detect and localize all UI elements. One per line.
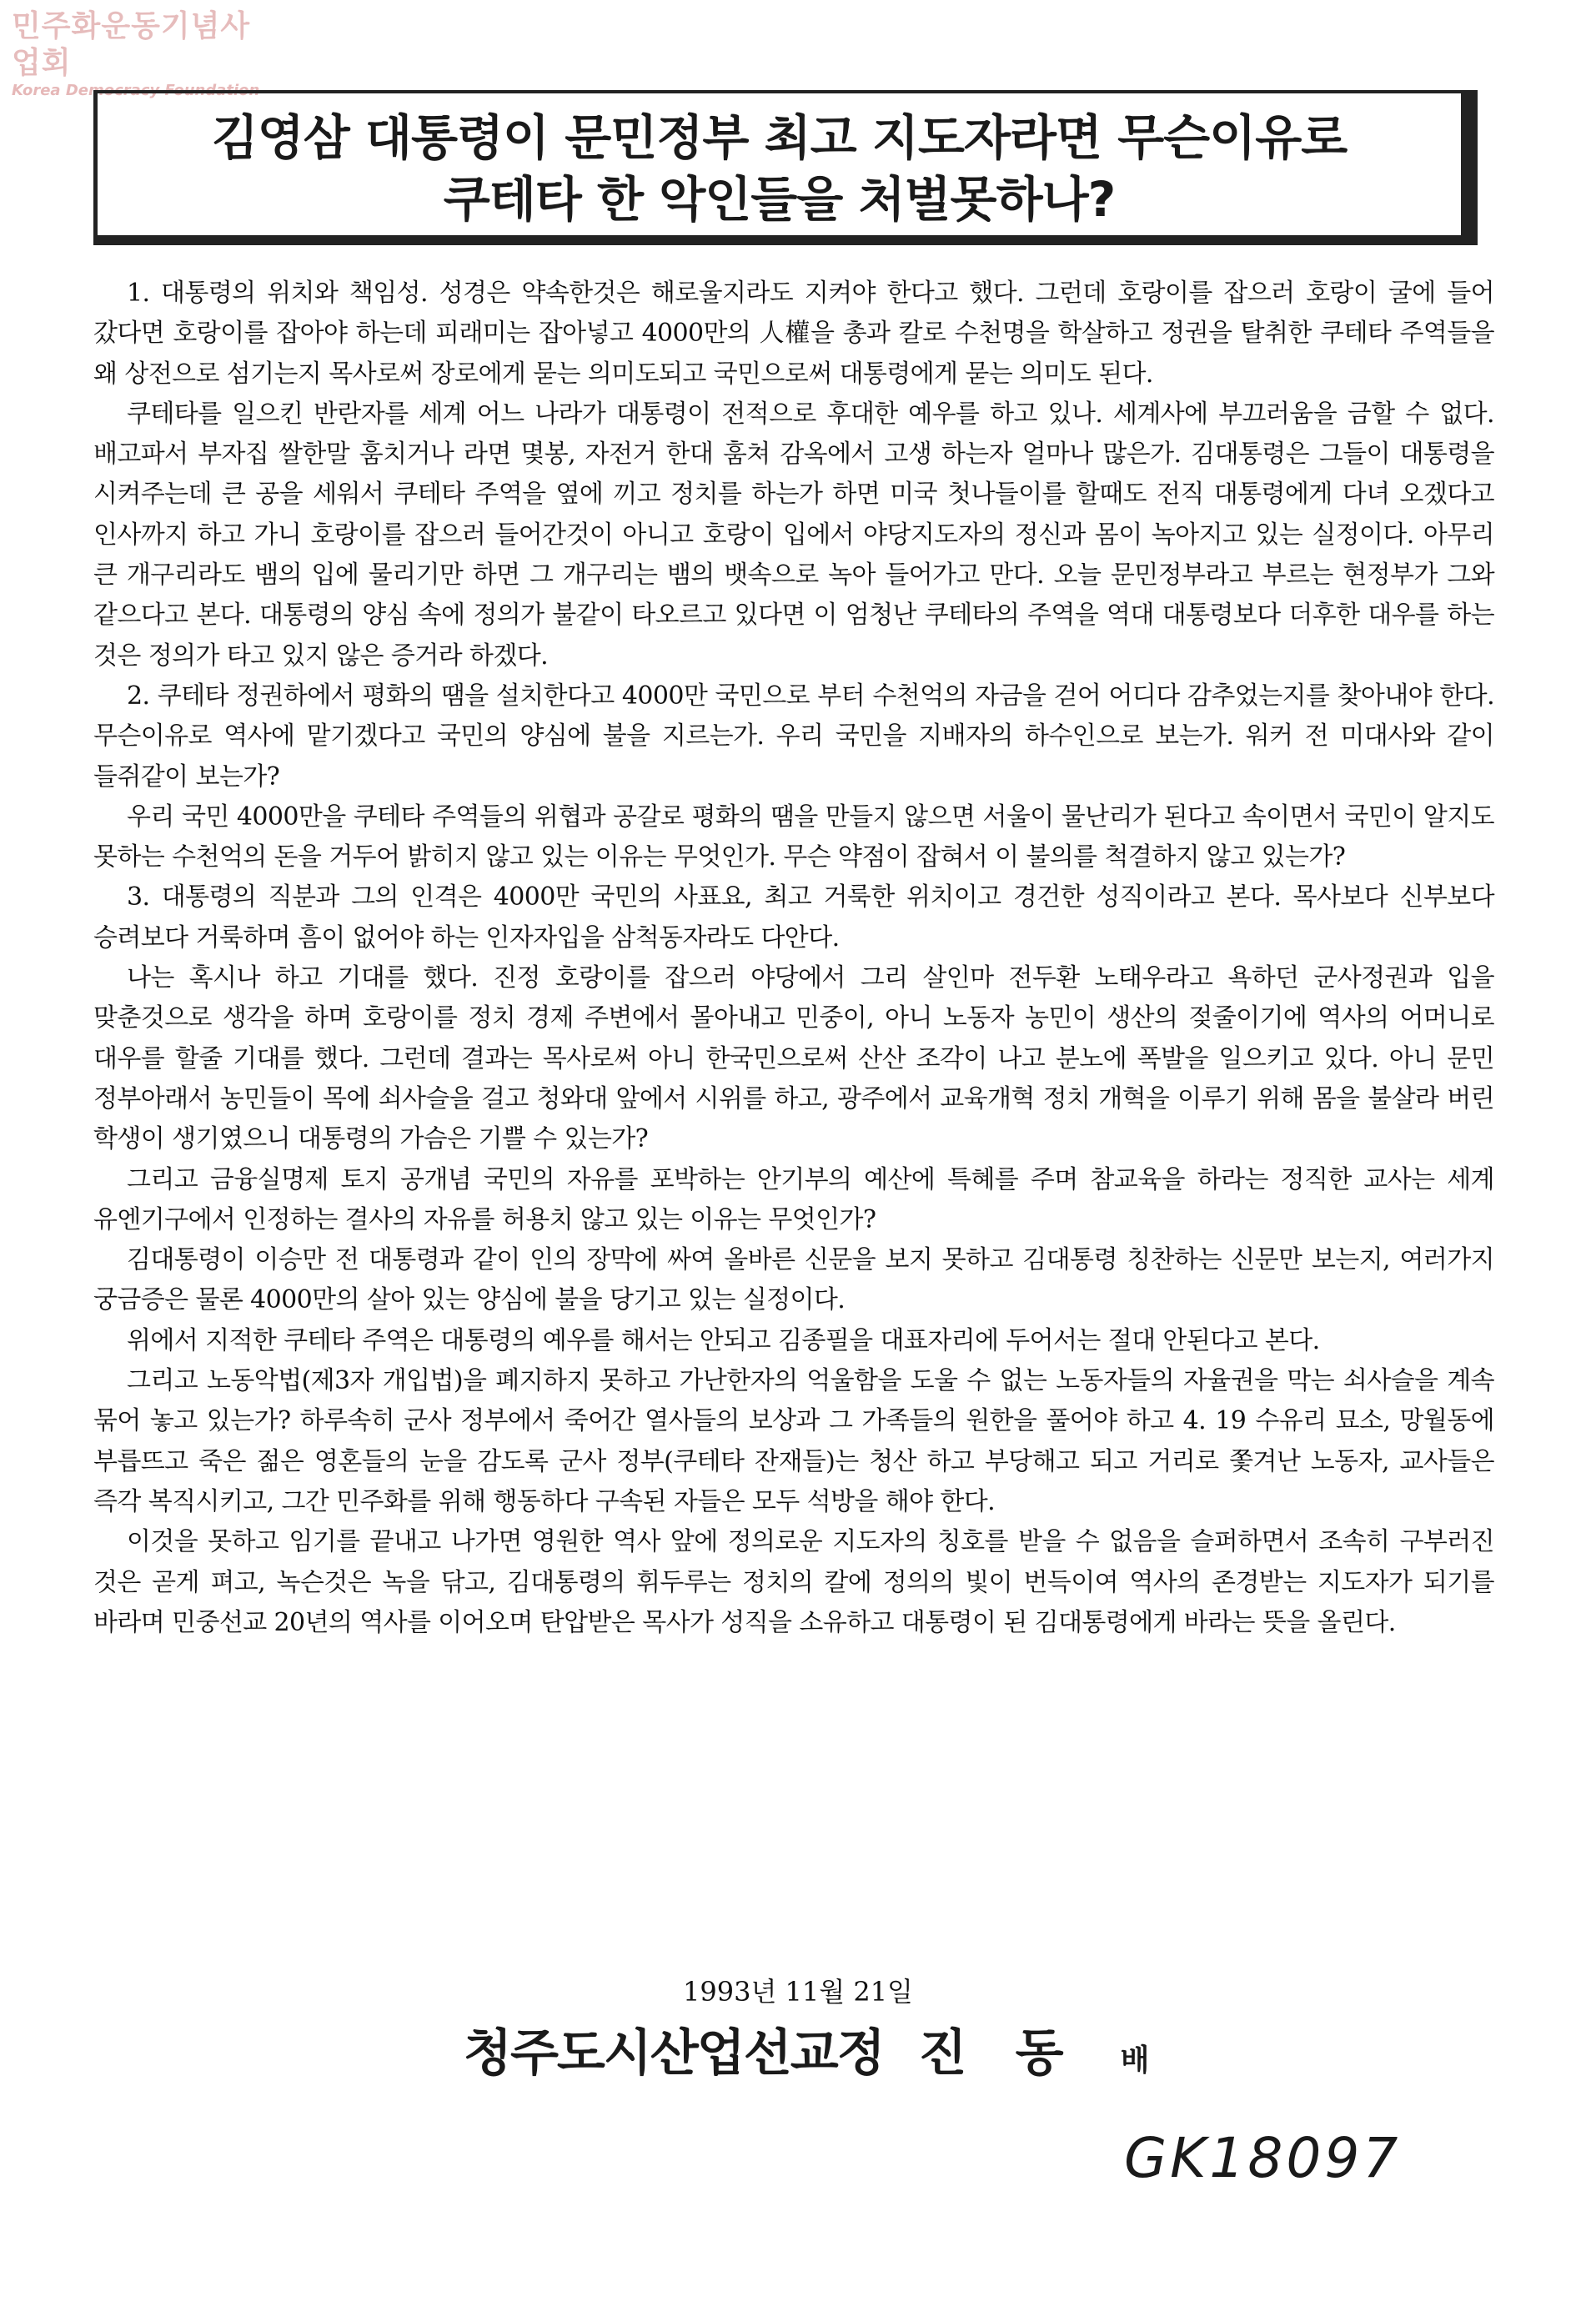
paragraph-4: 우리 국민 4000만을 쿠테타 주역들의 위협과 공갈로 평화의 땜을 만들지 않으면 서울이 물난리가 된다고 속이면서 국민이 알지도 못하는 수천억의 돈을 거두어 밝히지 않고 있는 이유는 무엇인가. 무슨 약점이 잡혀서 이 불의를 척결하지 않고 있는가? [93,802,1494,872]
headline-line-2: 쿠테타 한 악인들을 처벌못하나? [443,171,1116,228]
watermark-english: Korea Democracy Foundation [12,82,260,99]
document-date: 1993년 11월 21일 [683,1976,913,2008]
watermark-korean: 민주화운동기념사업회 [12,9,251,80]
signature-surname: 정 [836,2024,886,2083]
paragraph-11: 이것을 못하고 임기를 끝내고 나가면 영원한 역사 앞에 정의로운 지도자의 칭호를 받을 수 없음을 슬퍼하면서 조속히 구부러진 것은 곧게 펴고, 녹슨것은 녹을 닦고, 김대통령의 휘두루는 정치의 칼에 정의의 빛이 번득이여 역사의 존경받는 지도자가 되기를 바라며 민중선교 20년의 역사를 이어오며 탄압받은 목사가 성직을 소유하고 대통령이 된 김대통령에게 바라는 뜻을 올린다. [93,1527,1494,1637]
headline-line-1: 김영삼 대통령이 문민정부 최고 지도자라면 무슨이유로 [211,109,1348,166]
headline-box [93,90,1478,245]
signature-line [464,2020,1149,2094]
paragraph-1: 1. 대통령의 위치와 책임성. 성경은 약속한것은 해로울지라도 지켜야 한다고 했다. 그런데 호랑이를 잡으러 호랑이 굴에 들어 갔다면 호랑이를 잡아야 하는데 피래미는 잡아넣고 4000만의 人權을 총과 칼로 수천명을 학살하고 정권을 탈취한 쿠테타 주역들을 왜 상전으로 섬기는지 목사로써 장로에게 묻는 의미도되고 국민으로써 대통령에게 묻는 의미도 된다. [93,279,1494,389]
foundation-watermark [12,8,262,100]
paragraph-9: 위에서 지적한 쿠테타 주역은 대통령의 예우를 해서는 안되고 김종필을 대표자리에 두어서는 절대 안된다고 본다. [127,1325,1320,1355]
document-body [93,274,1494,1643]
paragraph-7: 그리고 금융실명제 토지 공개념 국민의 자유를 포박하는 안기부의 예산에 특혜를 주며 참교육을 하라는 정직한 교사는 세계 유엔기구에서 인정하는 결사의 자유를 허용치 않고 있는 이유는 무엇인가? [93,1164,1494,1234]
signature-given-name: 진동 [918,2024,1112,2083]
signature-organization: 청주도시산업선교 [464,2024,837,2083]
signature-suffix: 배 [1120,2043,1150,2078]
archive-code: GK18097 [1124,2126,1402,2190]
paragraph-10: 그리고 노동악법(제3자 개입법)을 폐지하지 못하고 가난한자의 억울함을 도울 수 없는 노동자들의 자율권을 막는 쇠사슬을 계속 묶어 놓고 있는가? 하루속히 군사 정부에서 죽어간 열사들의 보상과 그 가족들의 원한을 풀어야 하고 4. 19 수유리 묘소, 망월동에 부릅뜨고 죽은 젊은 영혼들의 눈을 감도록 군사 정부(쿠테타 잔재들)는 청산 하고 부당해고 되고 거리로 쫓겨난 노동자, 교사들은 즉각 복직시키고, 그간 민주화를 위해 행동하다 구속된 자들은 모두 석방을 해야 한다. [93,1366,1494,1516]
paragraph-6: 나는 혹시나 하고 기대를 했다. 진정 호랑이를 잡으러 야당에서 그리 살인마 전두환 노태우라고 욕하던 군사정권과 입을 맞춘것으로 생각을 하며 호랑이를 정치 경제 주변에서 몰아내고 민중이, 아니 노동자 농민이 생산의 젖줄이기에 역사의 어머니로 대우를 할줄 기대를 했다. 그런데 결과는 목사로써 아니 한국민으로써 산산 조각이 나고 분노에 폭발을 일으키고 있다. 아니 문민 정부아래서 농민들이 목에 쇠사슬을 걸고 청와대 앞에서 시위를 하고, 광주에서 교육개혁 정치 개혁을 이루기 위해 몸을 불살라 버린 학생이 생기였으니 대통령의 가슴은 기쁠 수 있는가? [93,963,1494,1154]
paragraph-8: 김대통령이 이승만 전 대통령과 같이 인의 장막에 싸여 올바른 신문을 보지 못하고 김대통령 칭찬하는 신문만 보는지, 여러가지 궁금증은 물론 4000만의 살아 있는 양심에 불을 당기고 있는 실정이다. [93,1245,1494,1315]
paragraph-3: 2. 쿠테타 정권하에서 평화의 땜을 설치한다고 4000만 국민으로 부터 수천억의 자금을 걷어 어디다 감추었는지를 찾아내야 한다. 무슨이유로 역사에 맡기겠다고 국민의 양심에 불을 지르는가. 우리 국민을 지배자의 하수인으로 보는가. 워커 전 미대사와 같이 들쥐같이 보는가? [93,681,1494,792]
paragraph-2: 쿠테타를 일으킨 반란자를 세계 어느 나라가 대통령이 전적으로 후대한 예우를 하고 있나. 세계사에 부끄러움을 금할 수 없다. 배고파서 부자집 쌀한말 훔치거나 라면 몇봉, 자전거 한대 훔쳐 감옥에서 고생 하는자 얼마나 많은가. 김대통령은 그들이 대통령을 시켜주는데 큰 공을 세워서 쿠테타 주역을 옆에 끼고 정치를 하는가 하면 미국 첫나들이를 할때도 전직 대통령에게 다녀 오겠다고 인사까지 하고 가니 호랑이를 잡으러 들어간것이 아니고 호랑이 입에서 야당지도자의 정신과 몸이 녹아지고 있는 실정이다. 아무리 큰 개구리라도 뱀의 입에 물리기만 하면 그 개구리는 뱀의 뱃속으로 녹아 들어가고 만다. 오늘 문민정부라고 부르는 현정부가 그와 같으다고 본다. 대통령의 양심 속에 정의가 불같이 타오르고 있다면 이 엄청난 쿠테타의 주역을 역대 대통령보다 더후한 대우를 하는 것은 정의가 타고 있지 않은 증거라 하겠다. [93,399,1494,671]
paragraph-5: 3. 대통령의 직분과 그의 인격은 4000만 국민의 사표요, 최고 거룩한 위치이고 경건한 성직이라고 본다. 목사보다 신부보다 승려보다 거룩하며 흠이 없어야 하는 인자자입을 삼척동자라도 다안다. [93,882,1494,952]
